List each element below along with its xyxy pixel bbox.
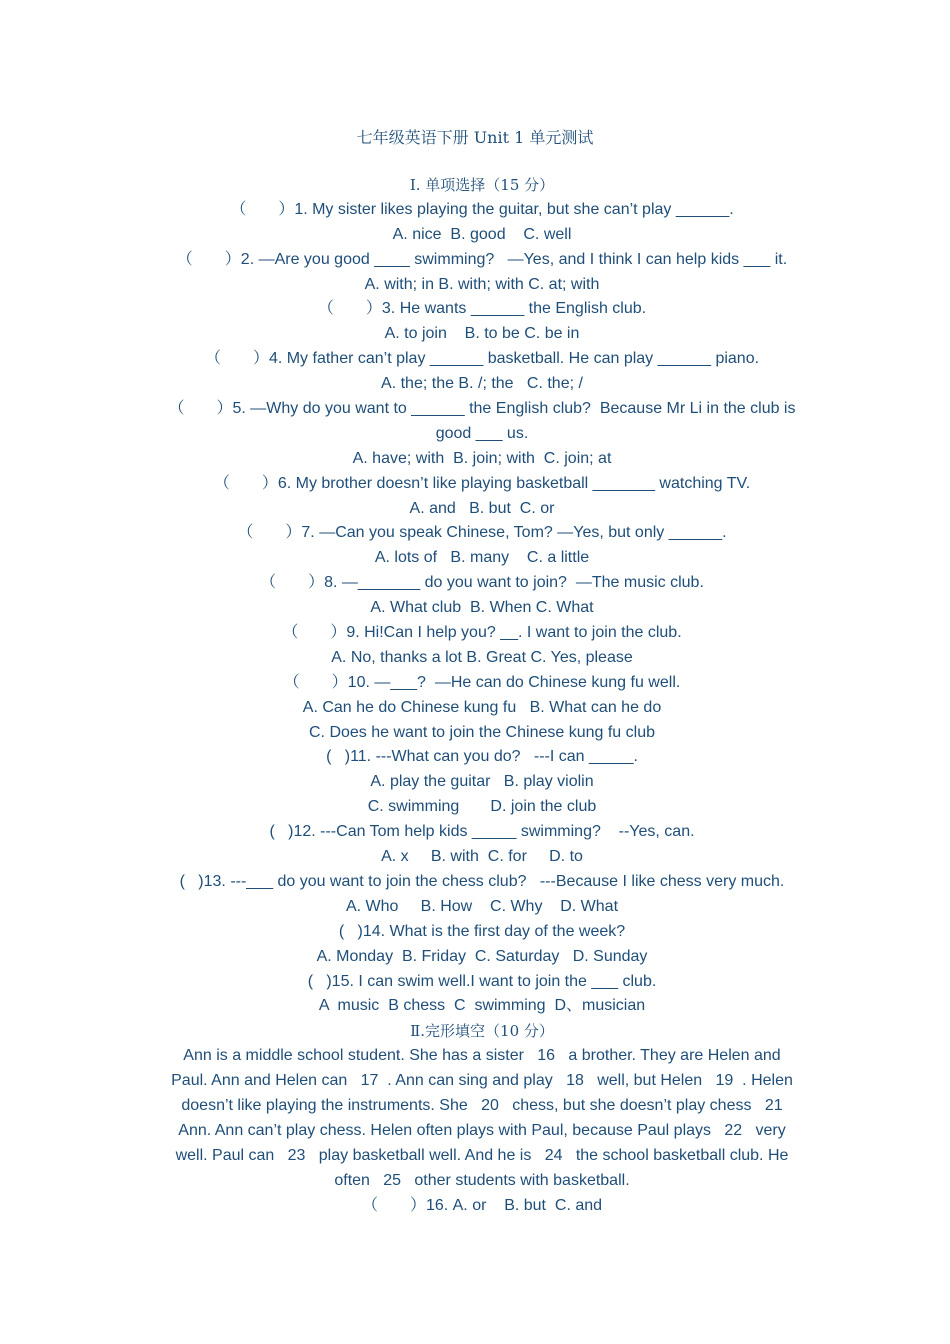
- text-line: （ ）8. —_______ do you want to join? —The music club.: [260, 574, 704, 592]
- text-line: ( )12. ---Can Tom help kids _____ swimming? --Yes, can.: [269, 823, 695, 841]
- text-line: （ ）4. My father can’t play ______ basketball. He can play ______ piano.: [204, 350, 760, 368]
- document-body: [150, 173, 814, 1218]
- text-line: A. lots of B. many C. a little: [374, 549, 590, 567]
- section-heading: Ⅰ. 单项选择（15 分）: [409, 176, 555, 194]
- text-line: Paul. Ann and Helen can 17 . Ann can sing and play 18 well, but Helen 19 . Helen: [171, 1072, 793, 1090]
- text-line: （ ）10. —___? —He can do Chinese kung fu well.: [283, 673, 681, 691]
- document-title: 七年级英语下册 Unit 1 单元测试: [356, 128, 594, 147]
- text-line: A. with; in B. with; with C. at; with: [364, 275, 600, 293]
- text-line: A. nice B. good C. well: [392, 225, 572, 243]
- text-line: A. Who B. How C. Why D. What: [345, 897, 619, 915]
- text-line: ( )13. ---___ do you want to join the chess club? ---Because I like chess very much.: [179, 872, 785, 890]
- text-line: A. the; the B. /; the C. the; /: [381, 375, 583, 393]
- text-line: A. x B. with C. for D. to: [381, 848, 583, 866]
- text-line: A. and B. but C. or: [409, 499, 555, 517]
- text-line: （ ）7. —Can you speak Chinese, Tom? —Yes, but only ______.: [237, 524, 727, 542]
- text-line: Ann. Ann can’t play chess. Helen often plays with Paul, because Paul plays 22 very: [178, 1121, 786, 1139]
- text-line: （ ）9. Hi!Can I help you? __. I want to join the club.: [282, 624, 682, 642]
- text-line: A. to join B. to be C. be in: [384, 325, 580, 343]
- text-line: （ ）3. He wants ______ the English club.: [317, 300, 647, 318]
- text-line: C. Does he want to join the Chinese kung fu club: [309, 723, 655, 741]
- text-line: ( )14. What is the first day of the week?: [338, 922, 626, 940]
- text-line: （ ）2. —Are you good ____ swimming? —Yes, and I think I can help kids ___ it.: [176, 250, 788, 268]
- text-line: A. Can he do Chinese kung fu B. What can he do: [302, 698, 662, 716]
- text-line: A. play the guitar B. play violin: [370, 773, 594, 791]
- text-line: good ___ us.: [435, 424, 529, 442]
- text-line: （ ）6. My brother doesn’t like playing basketball _______ watching TV.: [213, 474, 751, 492]
- text-line: A. No, thanks a lot B. Great C. Yes, please: [331, 648, 633, 666]
- text-line: ( )15. I can swim well.I want to join the ___ club.: [307, 972, 657, 990]
- text-line: well. Paul can 23 play basketball well. And he is 24 the school basketball club. He: [175, 1146, 789, 1164]
- text-line: doesn’t like playing the instruments. She 20 chess, but she doesn’t play chess 21: [181, 1096, 783, 1114]
- text-line: Ann is a middle school student. She has a sister 16 a brother. They are Helen and: [183, 1047, 781, 1065]
- text-line: A. What club B. When C. What: [370, 599, 594, 617]
- text-line: A. have; with B. join; with C. join; at: [352, 449, 612, 467]
- text-line: C. swimming D. join the club: [367, 798, 597, 816]
- text-line: （ ）1. My sister likes playing the guitar, but she can’t play ______.: [230, 200, 734, 218]
- section-heading: Ⅱ.完形填空（10 分）: [410, 1022, 554, 1041]
- text-line: （ ）5. —Why do you want to ______ the English club? Because Mr Li in the club is: [168, 400, 796, 418]
- text-line: A music B chess C swimming D、musician: [318, 997, 646, 1015]
- text-line: A. Monday B. Friday C. Saturday D. Sunday: [316, 947, 648, 965]
- text-line: often 25 other students with basketball.: [334, 1171, 630, 1189]
- text-line: ( )11. ---What can you do? ---I can _____.: [326, 748, 638, 766]
- text-line: （ ）16. A. or B. but C. and: [361, 1196, 603, 1214]
